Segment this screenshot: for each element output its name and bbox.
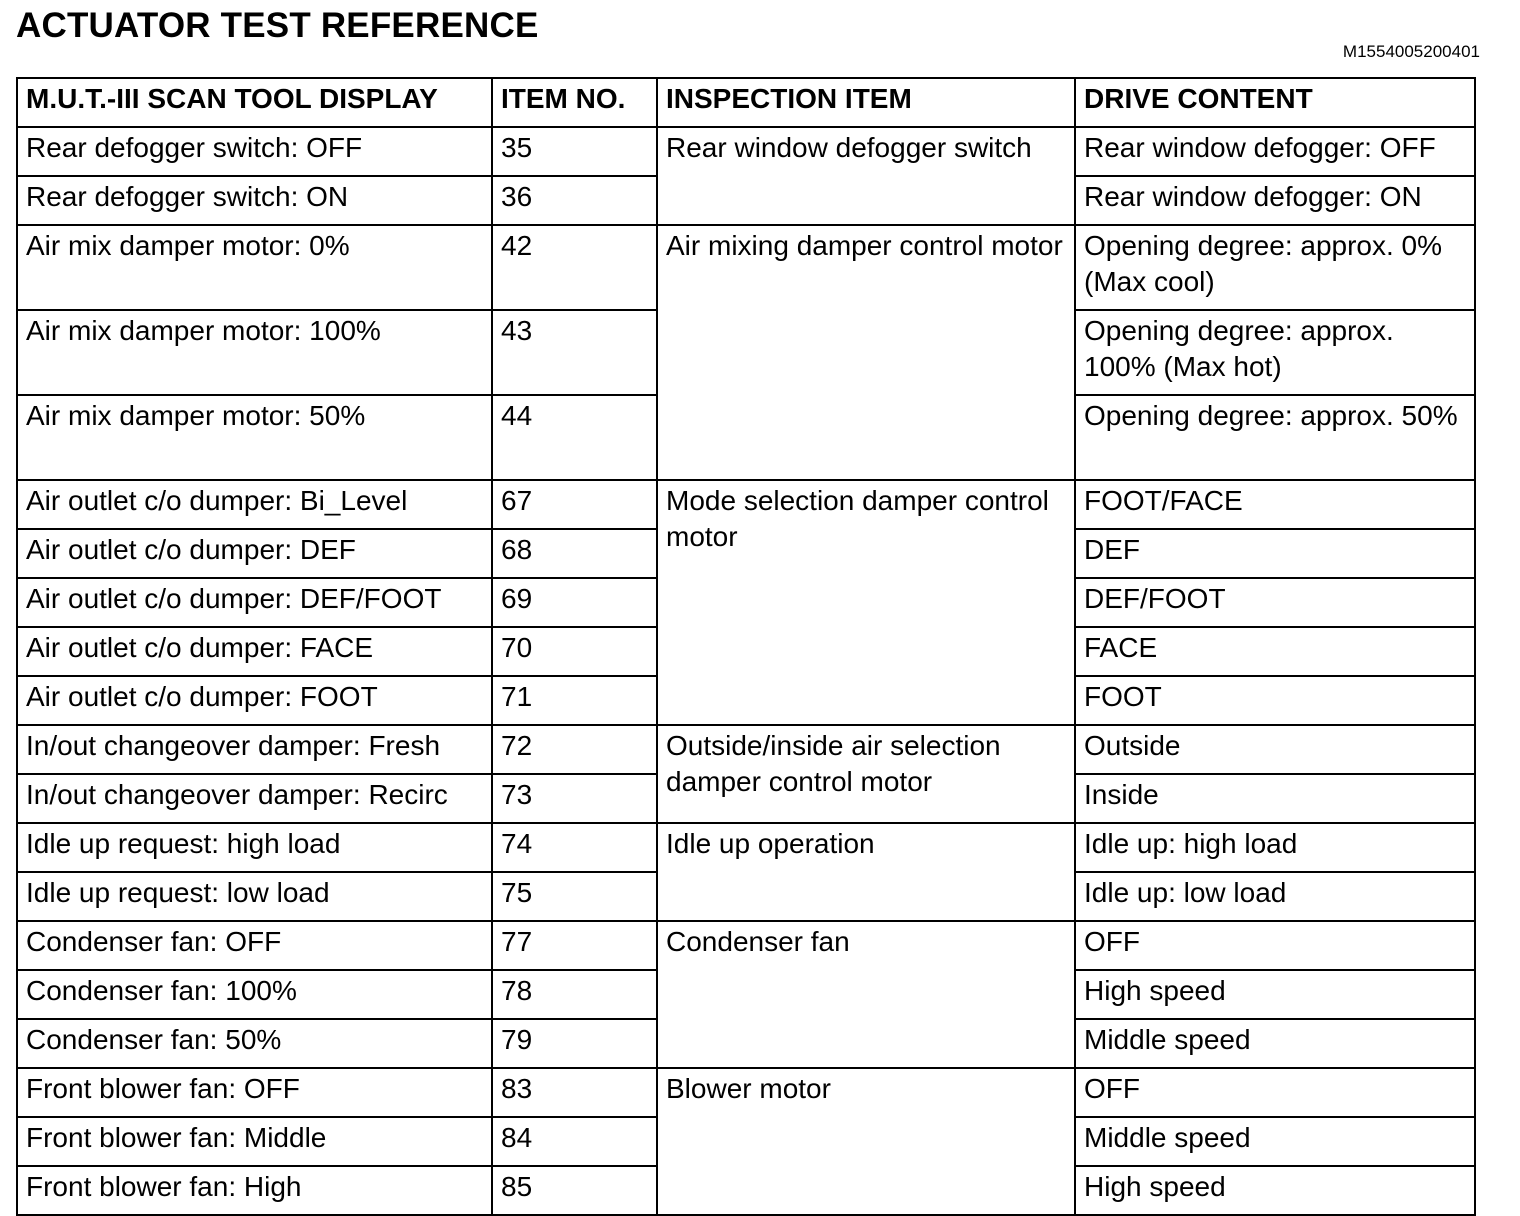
item-no-cell: 79	[492, 1019, 657, 1068]
display-cell: In/out changeover damper: Fresh	[17, 725, 492, 774]
drive-content-cell: FOOT	[1075, 676, 1475, 725]
drive-content-cell: FACE	[1075, 627, 1475, 676]
table-row	[17, 1068, 1475, 1117]
drive-content-cell: High speed	[1075, 1166, 1475, 1215]
item-no-cell: 83	[492, 1068, 657, 1117]
inspection-item-cell: Blower motor	[657, 1068, 1075, 1215]
table-row	[17, 921, 1475, 970]
item-no-cell: 35	[492, 127, 657, 176]
display-cell: Air outlet c/o dumper: FACE	[17, 627, 492, 676]
display-cell: Air outlet c/o dumper: DEF	[17, 529, 492, 578]
table-row	[17, 480, 1475, 529]
drive-content-cell: DEF	[1075, 529, 1475, 578]
item-no-cell: 69	[492, 578, 657, 627]
display-cell: Air mix damper motor: 50%	[17, 395, 492, 480]
item-no-cell: 85	[492, 1166, 657, 1215]
drive-content-cell: Outside	[1075, 725, 1475, 774]
inspection-item-cell: Mode selection damper control motor	[657, 480, 1075, 725]
column-header-drive-content: DRIVE CONTENT	[1075, 78, 1475, 127]
item-no-cell: 44	[492, 395, 657, 480]
display-cell: Front blower fan: OFF	[17, 1068, 492, 1117]
drive-content-cell: Opening degree: approx. 50%	[1075, 395, 1475, 480]
item-no-cell: 36	[492, 176, 657, 225]
drive-content-cell: Middle speed	[1075, 1019, 1475, 1068]
drive-content-cell: High speed	[1075, 970, 1475, 1019]
table-header-row	[17, 78, 1475, 127]
display-cell: Air outlet c/o dumper: DEF/FOOT	[17, 578, 492, 627]
item-no-cell: 72	[492, 725, 657, 774]
display-cell: In/out changeover damper: Recirc	[17, 774, 492, 823]
table-row	[17, 127, 1475, 176]
table-row	[17, 225, 1475, 310]
drive-content-cell: Opening degree: approx. 0% (Max cool)	[1075, 225, 1475, 310]
display-cell: Condenser fan: 100%	[17, 970, 492, 1019]
column-header-item-no: ITEM NO.	[492, 78, 657, 127]
item-no-cell: 43	[492, 310, 657, 395]
item-no-cell: 73	[492, 774, 657, 823]
inspection-item-cell: Air mixing damper control motor	[657, 225, 1075, 480]
display-cell: Front blower fan: Middle	[17, 1117, 492, 1166]
display-cell: Rear defogger switch: OFF	[17, 127, 492, 176]
item-no-cell: 74	[492, 823, 657, 872]
drive-content-cell: Rear window defogger: ON	[1075, 176, 1475, 225]
display-cell: Rear defogger switch: ON	[17, 176, 492, 225]
actuator-test-table	[16, 77, 1476, 1216]
drive-content-cell: DEF/FOOT	[1075, 578, 1475, 627]
drive-content-cell: Rear window defogger: OFF	[1075, 127, 1475, 176]
display-cell: Air mix damper motor: 0%	[17, 225, 492, 310]
display-cell: Air outlet c/o dumper: Bi_Level	[17, 480, 492, 529]
column-header-inspection-item: INSPECTION ITEM	[657, 78, 1075, 127]
item-no-cell: 71	[492, 676, 657, 725]
drive-content-cell: OFF	[1075, 921, 1475, 970]
table-row	[17, 725, 1475, 774]
document-code: M1554005200401	[1342, 42, 1480, 61]
page-title: ACTUATOR TEST REFERENCE	[16, 6, 539, 45]
item-no-cell: 77	[492, 921, 657, 970]
item-no-cell: 68	[492, 529, 657, 578]
item-no-cell: 84	[492, 1117, 657, 1166]
inspection-item-cell: Rear window defogger switch	[657, 127, 1075, 225]
display-cell: Front blower fan: High	[17, 1166, 492, 1215]
drive-content-cell: Inside	[1075, 774, 1475, 823]
inspection-item-cell: Condenser fan	[657, 921, 1075, 1068]
item-no-cell: 78	[492, 970, 657, 1019]
drive-content-cell: Idle up: high load	[1075, 823, 1475, 872]
display-cell: Condenser fan: 50%	[17, 1019, 492, 1068]
display-cell: Condenser fan: OFF	[17, 921, 492, 970]
item-no-cell: 67	[492, 480, 657, 529]
drive-content-cell: Middle speed	[1075, 1117, 1475, 1166]
display-cell: Air mix damper motor: 100%	[17, 310, 492, 395]
column-header-scan-tool-display: M.U.T.-III SCAN TOOL DISPLAY	[17, 78, 492, 127]
drive-content-cell: Opening degree: approx. 100% (Max hot)	[1075, 310, 1475, 395]
display-cell: Idle up request: low load	[17, 872, 492, 921]
display-cell: Air outlet c/o dumper: FOOT	[17, 676, 492, 725]
item-no-cell: 75	[492, 872, 657, 921]
inspection-item-cell: Outside/inside air selection damper control motor	[657, 725, 1075, 823]
item-no-cell: 42	[492, 225, 657, 310]
display-cell: Idle up request: high load	[17, 823, 492, 872]
table-row	[17, 823, 1475, 872]
item-no-cell: 70	[492, 627, 657, 676]
drive-content-cell: OFF	[1075, 1068, 1475, 1117]
inspection-item-cell: Idle up operation	[657, 823, 1075, 921]
drive-content-cell: Idle up: low load	[1075, 872, 1475, 921]
drive-content-cell: FOOT/FACE	[1075, 480, 1475, 529]
